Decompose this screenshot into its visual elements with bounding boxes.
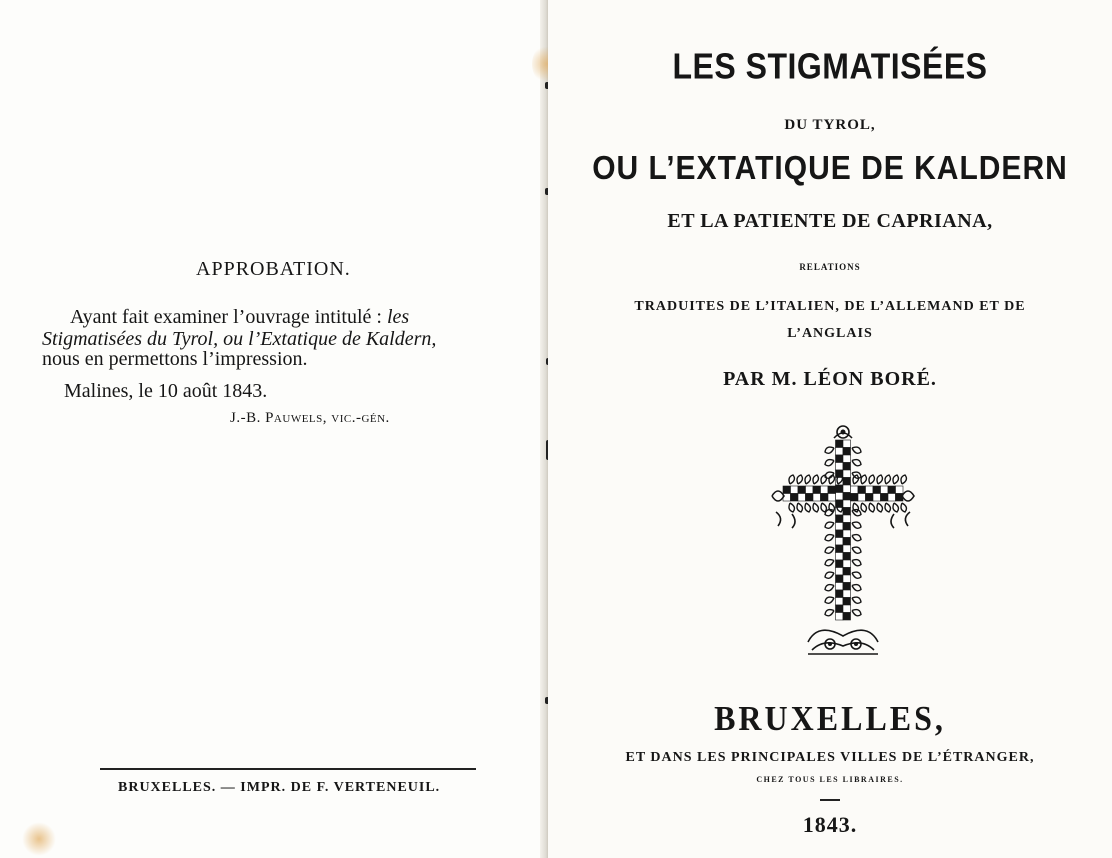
approbation-heading: APPROBATION. bbox=[196, 258, 351, 280]
city-name: BRUXELLES, bbox=[714, 698, 946, 738]
distribution-line: ET DANS LES PRINCIPALES VILLES DE L’ÉTRANGER, bbox=[625, 750, 1035, 765]
left-page bbox=[0, 0, 546, 858]
printer-imprint: BRUXELLES. — IMPR. DE F. VERTENEUIL. bbox=[118, 780, 441, 795]
year-dash bbox=[820, 799, 840, 801]
title-line-1: LES STIGMATISÉES bbox=[672, 45, 988, 87]
paper-stain bbox=[22, 822, 56, 856]
author-line: PAR M. LÉON BORÉ. bbox=[723, 368, 937, 390]
translated-line-2: L’ANGLAIS bbox=[787, 326, 873, 341]
title-line-2: DU TYROL, bbox=[784, 117, 876, 133]
signature: J.-B. Pauwels, vic.-gén. bbox=[230, 410, 390, 426]
approbation-line-1 bbox=[70, 306, 409, 329]
title-line-4: ET LA PATIENTE DE CAPRIANA, bbox=[667, 210, 993, 232]
approbation-italic-1: les bbox=[386, 306, 410, 328]
title-line-3: OU L’EXTATIQUE DE KALDERN bbox=[592, 149, 1068, 187]
publication-year: 1843. bbox=[802, 812, 858, 837]
relations-label: RELATIONS bbox=[799, 262, 861, 272]
approbation-text-1: Ayant fait examiner l’ouvrage intitulé : bbox=[70, 306, 387, 328]
approbation-italic-2: Stigmatisées du Tyrol, ou l’Extatique de Kaldern, bbox=[42, 328, 437, 350]
translated-line-1: TRADUITES DE L’ITALIEN, DE L’ALLEMAND ET DE bbox=[634, 299, 1026, 314]
cross-ornament-icon bbox=[768, 424, 918, 660]
booksellers-line: CHEZ TOUS LES LIBRAIRES. bbox=[756, 775, 904, 784]
printer-rule bbox=[100, 768, 476, 770]
approbation-line-3: nous en permettons l’impression. bbox=[42, 348, 308, 370]
place-date: Malines, le 10 août 1843. bbox=[64, 380, 268, 402]
